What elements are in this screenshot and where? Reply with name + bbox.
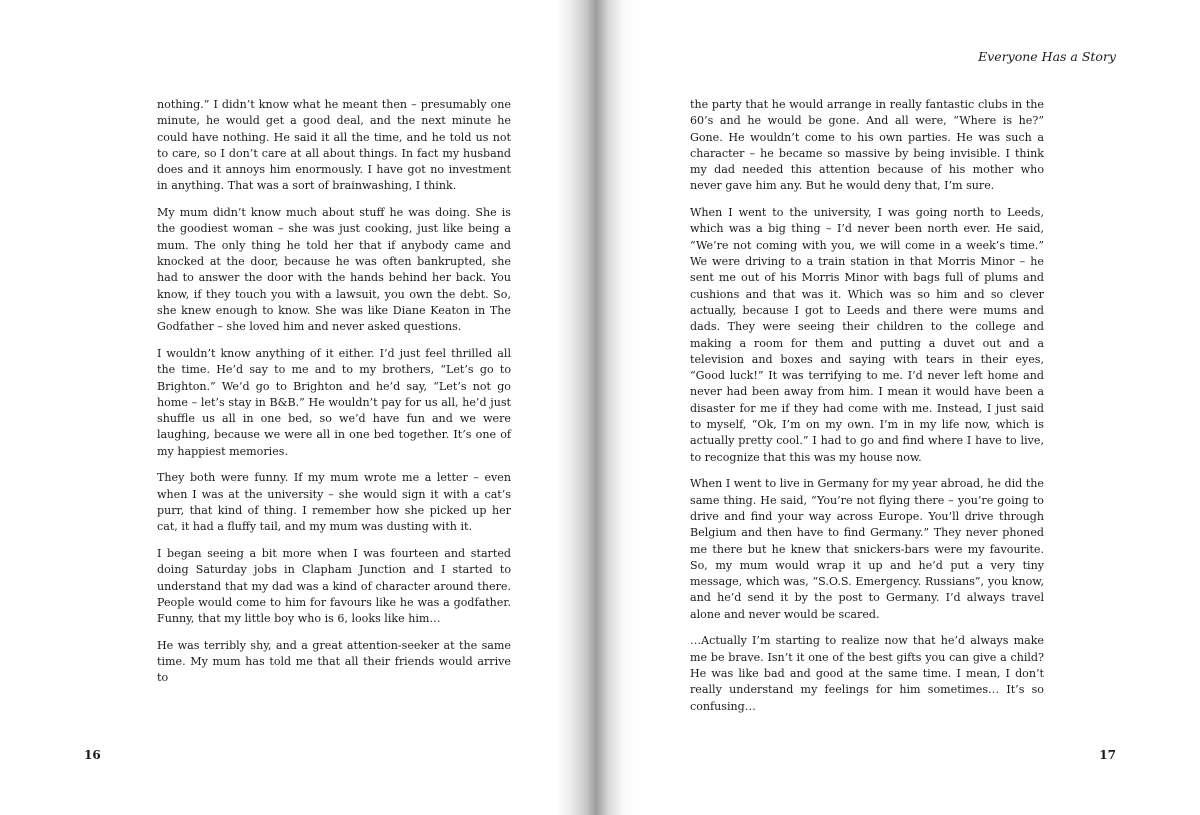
paragraph: the party that he would arrange in really fantastic clubs in the 60’s and he would be gone. And all were, “Where is he?” Gone. He wouldn’t come to his own parties. He was such a character – he became so massive by being invisible. I think my dad needed this attention because of his mother who never gave him any. But he would deny that, I’m sure. — [690, 98, 1044, 193]
paragraph: nothing.” I didn’t know what he meant then – presumably one minute, he would get a good deal, and the next minute he could have nothing. He said it all the time, and he told us not to care, so I don’t care at all about things. In fact my husband does and it annoys him enormously. I have got no investment in anything. That was a sort of brainwashing, I think. — [157, 98, 511, 193]
right-page — [600, 0, 1200, 815]
paragraph: I wouldn’t know anything of it either. I’d just feel thrilled all the time. He’d say to me and to my brothers, “Let’s go to Brighton.” We’d go to Brighton and he’d say, “Let’s not go home – let’s stay in B&B.” He wouldn’t pay for us all, he’d just shuffle us all in one bed, so we’d have fun and we were laughing, because we were all in one bed together. It’s one of my happiest memories. — [157, 346, 511, 458]
book-gutter-shadow — [556, 0, 636, 815]
paragraph: When I went to the university, I was going north to Leeds, which was a big thing – I’d never been north ever. He said, “We’re not coming with you, we will come in a week’s time.” We were driving to a train station in that Morris Minor – he sent me out of his Morris Minor with bags full of plums and cushions and that was it. Which was so him and so clever actually, because I got to Leeds and there were mums and dads. They were seeing their children to the college and making a room for them and putting a duvet out and a television and boxes and saying with tears in their eyes, “Good luck!” It was terrifying to me. I’d never left home and never had been away from him. I mean it would have been a disaster for me if they had come with me. Instead, I just said to myself, “Ok, I’m on my own. I’m in my life now, which is actually pretty cool.” I had to go and find where I have to live, to recognize that this was my house now. — [690, 206, 1044, 464]
paragraph: My mum didn’t know much about stuff he was doing. She is the goodiest woman – she was just cooking, just like being a mum. The only thing he told her that if anybody came and knocked at the door, because he was often bankrupted, she had to answer the door with the hands behind her back. You know, if they touch you with a lawsuit, you own the debt. So, she knew enough to know. She was like Diane Keaton in The Godfather – she loved him and never asked questions. — [157, 206, 511, 334]
page-number-right: 17 — [1099, 748, 1116, 762]
running-header: Everyone Has a Story — [978, 49, 1116, 64]
paragraph: They both were funny. If my mum wrote me a letter – even when I was at the university – she would sign it with a cat’s purr, that kind of thing. I remember how she picked up her cat, it had a fluffy tail, and my mum was dusting with it. — [157, 471, 511, 534]
paragraph: When I went to live in Germany for my year abroad, he did the same thing. He said, “You’re not flying there – you’re going to drive and find your way across Europe. You’ll drive through Belgium and then have to find Germany.” They never phoned me there but he knew that snickers-bars were my favourite. So, my mum would wrap it up and he’d put a very tiny message, which was, “S.O.S. Emergency. Russians”, you know, and he’d send it by the post to Germany. I’d always travel alone and never would be scared. — [690, 477, 1044, 621]
paragraph: …Actually I’m starting to realize now that he’d always make me be brave. Isn’t it one of the best gifts you can give a child? He was like bad and good at the same time. I mean, I don’t really understand my feelings for him sometimes… It’s so confusing… — [690, 634, 1044, 713]
paragraph: He was terribly shy, and a great attention-seeker at the same time. My mum has told me that all their friends would arrive to — [157, 638, 511, 685]
right-page-body — [690, 97, 1044, 725]
left-page-body — [157, 97, 511, 697]
left-page — [0, 0, 590, 815]
paragraph: I began seeing a bit more when I was fourteen and started doing Saturday jobs in Clapham Junction and I started to understand that my dad was a kind of character around there. People would come to him for favours like he was a godfather. Funny, that my little boy who is 6, looks like him… — [157, 546, 511, 626]
page-number-left: 16 — [84, 748, 101, 762]
